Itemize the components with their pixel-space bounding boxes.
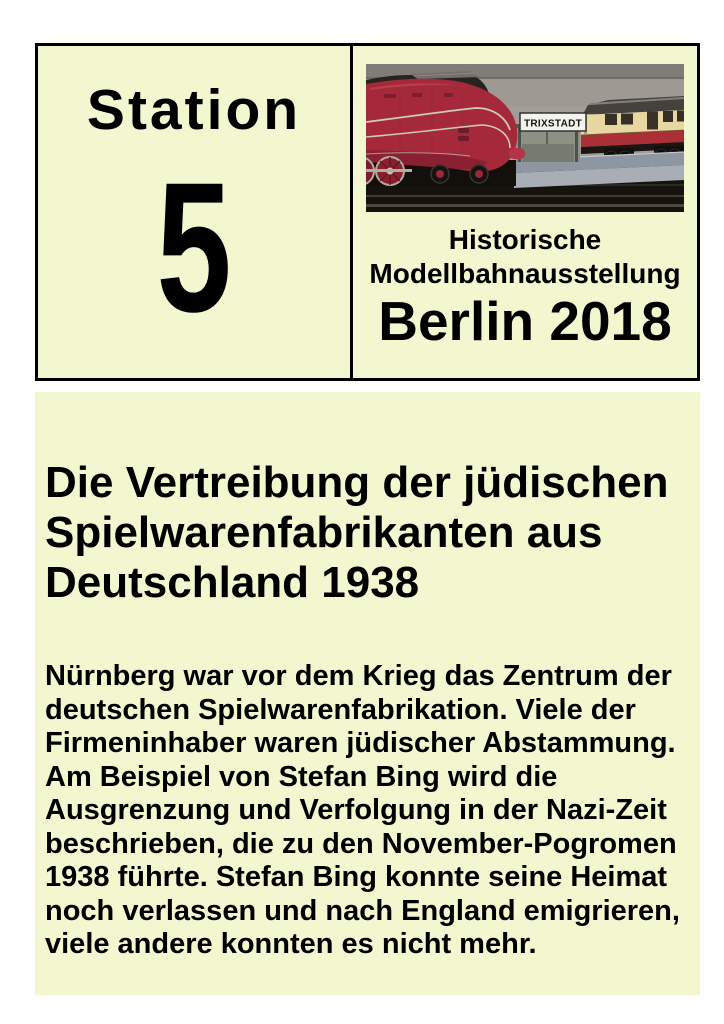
- station-number: 5: [156, 145, 232, 352]
- event-card: [350, 43, 700, 381]
- main-heading: [45, 458, 692, 608]
- body-line-9: viele andere konnten es nicht mehr.: [45, 928, 537, 960]
- header-row: [35, 43, 700, 381]
- event-subtitle-line1: Historische: [448, 224, 602, 255]
- station-card: [35, 43, 353, 381]
- body-line-8: noch verlassen und nach England emigrieren,: [45, 894, 680, 927]
- heading-line-3: Deutschland 1938: [45, 558, 420, 607]
- model-train-photo-graphic: [366, 64, 684, 212]
- main-text-panel: [35, 392, 700, 995]
- event-subtitle-line2: Modellbahnausstellung: [369, 258, 681, 289]
- station-sign-text: TRIXSTADT: [523, 118, 583, 130]
- main-body: [45, 660, 692, 962]
- body-line-2: deutschen Spielwarenfabrikation. Viele der: [45, 693, 636, 726]
- body-line-6: beschrieben, die zu den November-Pogromen: [45, 827, 677, 860]
- station-label: Station: [86, 78, 302, 142]
- body-line-4: Am Beispiel von Stefan Bing wird die: [45, 760, 558, 793]
- heading-line-2: Spielwarenfabrikanten aus: [45, 508, 603, 557]
- station-sign: [520, 113, 586, 131]
- event-title: Berlin 2018: [378, 290, 672, 352]
- model-train-photo: [366, 64, 684, 212]
- body-line-5: Ausgrenzung und Verfolgung in der Nazi-Zeit: [45, 794, 667, 826]
- body-line-7: 1938 führte. Stefan Bing konnte seine Heimat: [45, 861, 668, 893]
- heading-line-1: Die Vertreibung der jüdischen: [45, 458, 669, 507]
- body-line-3: Firmeninhaber waren jüdischer Abstammung.: [45, 727, 676, 759]
- body-line-1: Nürnberg war vor dem Krieg das Zentrum der: [45, 660, 672, 692]
